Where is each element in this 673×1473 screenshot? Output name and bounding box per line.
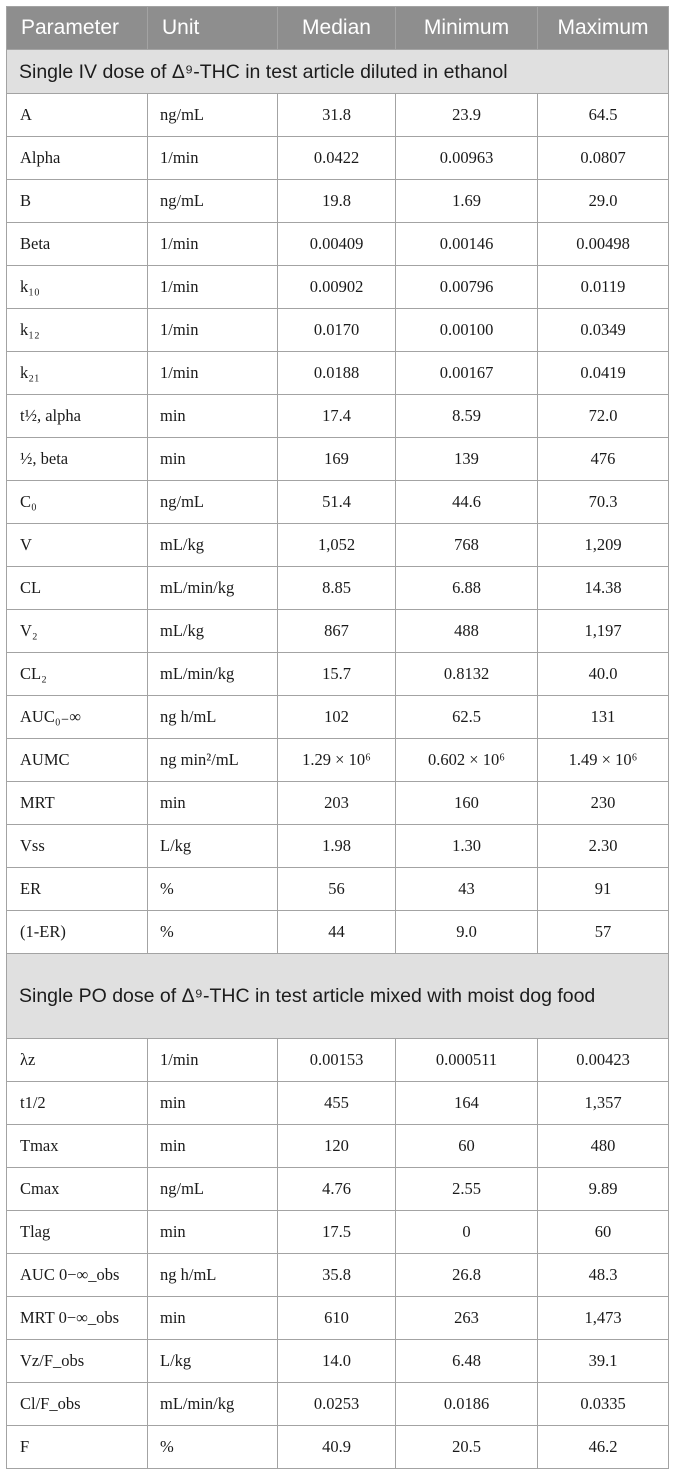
- table-row: [7, 1082, 669, 1125]
- parameter-cell: Tlag: [7, 1211, 148, 1254]
- maximum-cell: 57: [538, 911, 669, 954]
- unit-cell: %: [148, 868, 278, 911]
- median-cell: 8.85: [278, 567, 396, 610]
- median-cell: 455: [278, 1082, 396, 1125]
- minimum-cell: 768: [396, 524, 538, 567]
- maximum-cell: 91: [538, 868, 669, 911]
- section-row: [7, 954, 669, 1039]
- maximum-cell: 48.3: [538, 1254, 669, 1297]
- median-cell: 203: [278, 782, 396, 825]
- median-cell: 0.00153: [278, 1039, 396, 1082]
- table-row: [7, 1125, 669, 1168]
- unit-cell: %: [148, 911, 278, 954]
- unit-cell: %: [148, 1426, 278, 1469]
- table-row: [7, 1039, 669, 1082]
- maximum-cell: 0.00423: [538, 1039, 669, 1082]
- minimum-cell: 164: [396, 1082, 538, 1125]
- parameter-cell: Cl/F_obs: [7, 1383, 148, 1426]
- maximum-cell: 476: [538, 438, 669, 481]
- table-row: [7, 782, 669, 825]
- table-row: [7, 180, 669, 223]
- median-cell: 0.0170: [278, 309, 396, 352]
- table-row: [7, 1297, 669, 1340]
- minimum-cell: 43: [396, 868, 538, 911]
- maximum-cell: 0.0335: [538, 1383, 669, 1426]
- parameter-cell: CL₂: [7, 653, 148, 696]
- maximum-cell: 0.0349: [538, 309, 669, 352]
- minimum-cell: 60: [396, 1125, 538, 1168]
- median-cell: 14.0: [278, 1340, 396, 1383]
- parameter-cell: Tmax: [7, 1125, 148, 1168]
- maximum-cell: 1,473: [538, 1297, 669, 1340]
- unit-cell: 1/min: [148, 137, 278, 180]
- minimum-cell: 26.8: [396, 1254, 538, 1297]
- minimum-cell: 0.000511: [396, 1039, 538, 1082]
- maximum-cell: 1,197: [538, 610, 669, 653]
- unit-cell: 1/min: [148, 223, 278, 266]
- median-cell: 0.0422: [278, 137, 396, 180]
- maximum-cell: 29.0: [538, 180, 669, 223]
- parameter-cell: V: [7, 524, 148, 567]
- maximum-cell: 40.0: [538, 653, 669, 696]
- header-minimum: Minimum: [396, 7, 538, 50]
- maximum-cell: 0.00498: [538, 223, 669, 266]
- maximum-cell: 1.49 × 10⁶: [538, 739, 669, 782]
- parameter-cell: AUMC: [7, 739, 148, 782]
- median-cell: 1,052: [278, 524, 396, 567]
- parameter-cell: λz: [7, 1039, 148, 1082]
- minimum-cell: 0.00796: [396, 266, 538, 309]
- parameter-cell: Cmax: [7, 1168, 148, 1211]
- parameter-cell: A: [7, 94, 148, 137]
- table-row: [7, 1168, 669, 1211]
- parameter-cell: k₁₂: [7, 309, 148, 352]
- median-cell: 0.0253: [278, 1383, 396, 1426]
- table-row: [7, 137, 669, 180]
- maximum-cell: 2.30: [538, 825, 669, 868]
- median-cell: 31.8: [278, 94, 396, 137]
- parameter-cell: Vss: [7, 825, 148, 868]
- table-row: [7, 567, 669, 610]
- pk-parameters-table: [6, 6, 669, 1469]
- table-row: [7, 1254, 669, 1297]
- parameter-cell: k₂₁: [7, 352, 148, 395]
- unit-cell: min: [148, 1211, 278, 1254]
- unit-cell: L/kg: [148, 1340, 278, 1383]
- minimum-cell: 20.5: [396, 1426, 538, 1469]
- median-cell: 0.00409: [278, 223, 396, 266]
- header-median: Median: [278, 7, 396, 50]
- table-row: [7, 309, 669, 352]
- median-cell: 44: [278, 911, 396, 954]
- minimum-cell: 488: [396, 610, 538, 653]
- minimum-cell: 1.30: [396, 825, 538, 868]
- minimum-cell: 0.00146: [396, 223, 538, 266]
- maximum-cell: 1,357: [538, 1082, 669, 1125]
- unit-cell: 1/min: [148, 266, 278, 309]
- median-cell: 1.29 × 10⁶: [278, 739, 396, 782]
- table-row: [7, 94, 669, 137]
- unit-cell: mL/min/kg: [148, 1383, 278, 1426]
- unit-cell: mL/min/kg: [148, 653, 278, 696]
- unit-cell: ng/mL: [148, 481, 278, 524]
- median-cell: 102: [278, 696, 396, 739]
- section-title: Single IV dose of Δ⁹-THC in test article diluted in ethanol: [7, 50, 669, 94]
- header-unit: Unit: [148, 7, 278, 50]
- header-maximum: Maximum: [538, 7, 669, 50]
- unit-cell: mL/kg: [148, 610, 278, 653]
- maximum-cell: 72.0: [538, 395, 669, 438]
- parameter-cell: ER: [7, 868, 148, 911]
- maximum-cell: 480: [538, 1125, 669, 1168]
- median-cell: 15.7: [278, 653, 396, 696]
- parameter-cell: k₁₀: [7, 266, 148, 309]
- table-row: [7, 1426, 669, 1469]
- table-row: [7, 266, 669, 309]
- minimum-cell: 9.0: [396, 911, 538, 954]
- table-header: [7, 7, 669, 50]
- median-cell: 40.9: [278, 1426, 396, 1469]
- parameter-cell: Beta: [7, 223, 148, 266]
- median-cell: 0.00902: [278, 266, 396, 309]
- minimum-cell: 0.00963: [396, 137, 538, 180]
- median-cell: 17.4: [278, 395, 396, 438]
- parameter-cell: B: [7, 180, 148, 223]
- table-row: [7, 438, 669, 481]
- minimum-cell: 0: [396, 1211, 538, 1254]
- minimum-cell: 160: [396, 782, 538, 825]
- minimum-cell: 263: [396, 1297, 538, 1340]
- minimum-cell: 8.59: [396, 395, 538, 438]
- median-cell: 56: [278, 868, 396, 911]
- table-body: [7, 50, 669, 1469]
- table-row: [7, 610, 669, 653]
- parameter-cell: Vz/F_obs: [7, 1340, 148, 1383]
- unit-cell: ng/mL: [148, 180, 278, 223]
- maximum-cell: 60: [538, 1211, 669, 1254]
- minimum-cell: 2.55: [396, 1168, 538, 1211]
- unit-cell: ng h/mL: [148, 696, 278, 739]
- median-cell: 169: [278, 438, 396, 481]
- header-row: [7, 7, 669, 50]
- unit-cell: min: [148, 782, 278, 825]
- unit-cell: min: [148, 395, 278, 438]
- unit-cell: L/kg: [148, 825, 278, 868]
- parameter-cell: CL: [7, 567, 148, 610]
- unit-cell: 1/min: [148, 309, 278, 352]
- unit-cell: 1/min: [148, 352, 278, 395]
- table-row: [7, 825, 669, 868]
- header-parameter: Parameter: [7, 7, 148, 50]
- table-row: [7, 524, 669, 567]
- maximum-cell: 70.3: [538, 481, 669, 524]
- minimum-cell: 0.602 × 10⁶: [396, 739, 538, 782]
- median-cell: 51.4: [278, 481, 396, 524]
- unit-cell: ng h/mL: [148, 1254, 278, 1297]
- maximum-cell: 14.38: [538, 567, 669, 610]
- section-row: [7, 50, 669, 94]
- median-cell: 35.8: [278, 1254, 396, 1297]
- minimum-cell: 0.0186: [396, 1383, 538, 1426]
- maximum-cell: 64.5: [538, 94, 669, 137]
- parameter-cell: AUC 0−∞_obs: [7, 1254, 148, 1297]
- maximum-cell: 0.0419: [538, 352, 669, 395]
- parameter-cell: V₂: [7, 610, 148, 653]
- parameter-cell: MRT: [7, 782, 148, 825]
- minimum-cell: 62.5: [396, 696, 538, 739]
- table-row: [7, 223, 669, 266]
- maximum-cell: 1,209: [538, 524, 669, 567]
- median-cell: 17.5: [278, 1211, 396, 1254]
- table-row: [7, 739, 669, 782]
- maximum-cell: 9.89: [538, 1168, 669, 1211]
- minimum-cell: 139: [396, 438, 538, 481]
- maximum-cell: 39.1: [538, 1340, 669, 1383]
- table-row: [7, 481, 669, 524]
- table-row: [7, 911, 669, 954]
- median-cell: 0.0188: [278, 352, 396, 395]
- parameter-cell: t½, alpha: [7, 395, 148, 438]
- unit-cell: ng min²/mL: [148, 739, 278, 782]
- minimum-cell: 6.88: [396, 567, 538, 610]
- parameter-cell: ½, beta: [7, 438, 148, 481]
- maximum-cell: 46.2: [538, 1426, 669, 1469]
- unit-cell: mL/kg: [148, 524, 278, 567]
- maximum-cell: 0.0807: [538, 137, 669, 180]
- unit-cell: min: [148, 438, 278, 481]
- median-cell: 867: [278, 610, 396, 653]
- median-cell: 4.76: [278, 1168, 396, 1211]
- minimum-cell: 0.00167: [396, 352, 538, 395]
- table-row: [7, 696, 669, 739]
- maximum-cell: 230: [538, 782, 669, 825]
- table-row: [7, 868, 669, 911]
- unit-cell: ng/mL: [148, 1168, 278, 1211]
- median-cell: 610: [278, 1297, 396, 1340]
- minimum-cell: 44.6: [396, 481, 538, 524]
- unit-cell: min: [148, 1082, 278, 1125]
- maximum-cell: 131: [538, 696, 669, 739]
- parameter-cell: F: [7, 1426, 148, 1469]
- unit-cell: 1/min: [148, 1039, 278, 1082]
- median-cell: 120: [278, 1125, 396, 1168]
- unit-cell: min: [148, 1125, 278, 1168]
- median-cell: 19.8: [278, 180, 396, 223]
- table-row: [7, 1383, 669, 1426]
- parameter-cell: AUC₀₋∞: [7, 696, 148, 739]
- parameter-cell: MRT 0−∞_obs: [7, 1297, 148, 1340]
- parameter-cell: C₀: [7, 481, 148, 524]
- unit-cell: mL/min/kg: [148, 567, 278, 610]
- maximum-cell: 0.0119: [538, 266, 669, 309]
- parameter-cell: Alpha: [7, 137, 148, 180]
- table-row: [7, 653, 669, 696]
- section-title: Single PO dose of Δ⁹-THC in test article mixed with moist dog food: [7, 954, 669, 1039]
- table-row: [7, 1340, 669, 1383]
- minimum-cell: 0.8132: [396, 653, 538, 696]
- table-row: [7, 352, 669, 395]
- unit-cell: min: [148, 1297, 278, 1340]
- median-cell: 1.98: [278, 825, 396, 868]
- minimum-cell: 6.48: [396, 1340, 538, 1383]
- parameter-cell: t1/2: [7, 1082, 148, 1125]
- table-row: [7, 395, 669, 438]
- parameter-cell: (1-ER): [7, 911, 148, 954]
- minimum-cell: 0.00100: [396, 309, 538, 352]
- minimum-cell: 1.69: [396, 180, 538, 223]
- table-row: [7, 1211, 669, 1254]
- unit-cell: ng/mL: [148, 94, 278, 137]
- minimum-cell: 23.9: [396, 94, 538, 137]
